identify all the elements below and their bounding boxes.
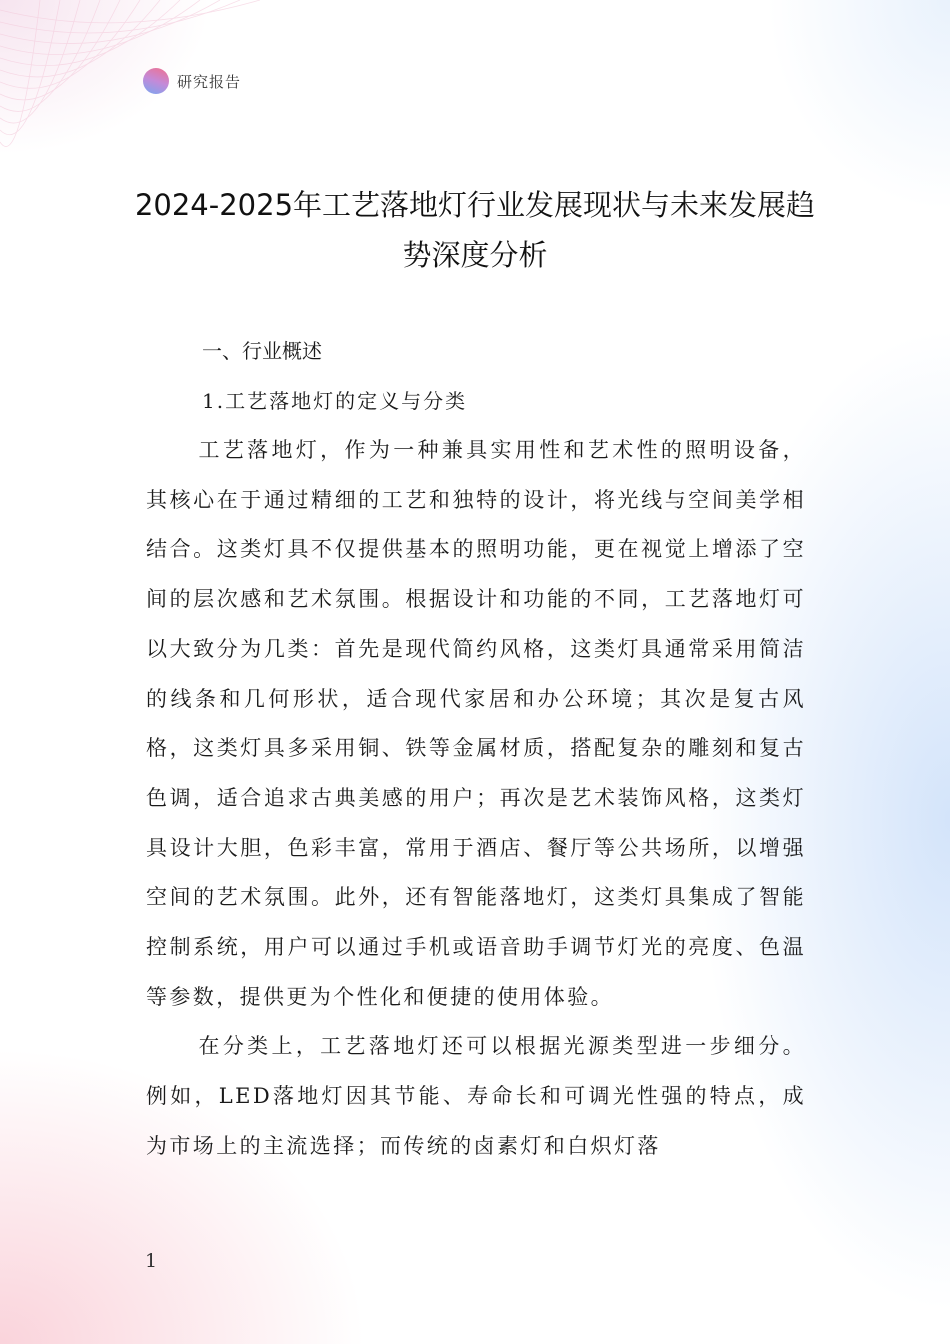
logo-circle-icon [143,68,169,94]
document-body [146,326,806,1172]
paragraph-1: 工艺落地灯，作为一种兼具实用性和艺术性的照明设备，其核心在于通过精细的工艺和独特的设计，将光线与空间美学相结合。这类灯具不仅提供基本的照明功能，更在视觉上增添了空间的层次感和艺术氛围。根据设计和功能的不同，工艺落地灯可以大致分为几类：首先是现代简约风格，这类灯具通常采用简洁的线条和几何形状，适合现代家居和办公环境；其次是复古风格，这类灯具多采用铜、铁等金属材质，搭配复杂的雕刻和复古色调，适合追求古典美感的用户；再次是艺术装饰风格，这类灯具设计大胆，色彩丰富，常用于酒店、餐厅等公共场所，以增强空间的艺术氛围。此外，还有智能落地灯，这类灯具集成了智能控制系统，用户可以通过手机或语音助手调节灯光的亮度、色温等参数，提供更为个性化和便捷的使用体验。 [146,438,806,1009]
paragraph-2: 在分类上，工艺落地灯还可以根据光源类型进一步细分。例如，LED落地灯因其节能、寿命长和可调光性强的特点，成为市场上的主流选择；而传统的卤素灯和白炽灯落 [146,1034,806,1158]
decorative-corner-lines [0,0,260,200]
report-header [143,66,241,96]
document-title: 2024-2025年工艺落地灯行业发展现状与未来发展趋势深度分析 [134,188,816,272]
page-number: 1 [145,1250,158,1272]
header-label: 研究报告 [177,72,242,91]
sub-heading: 1.工艺落地灯的定义与分类 [202,389,468,413]
section-heading: 一、行业概述 [202,339,322,363]
